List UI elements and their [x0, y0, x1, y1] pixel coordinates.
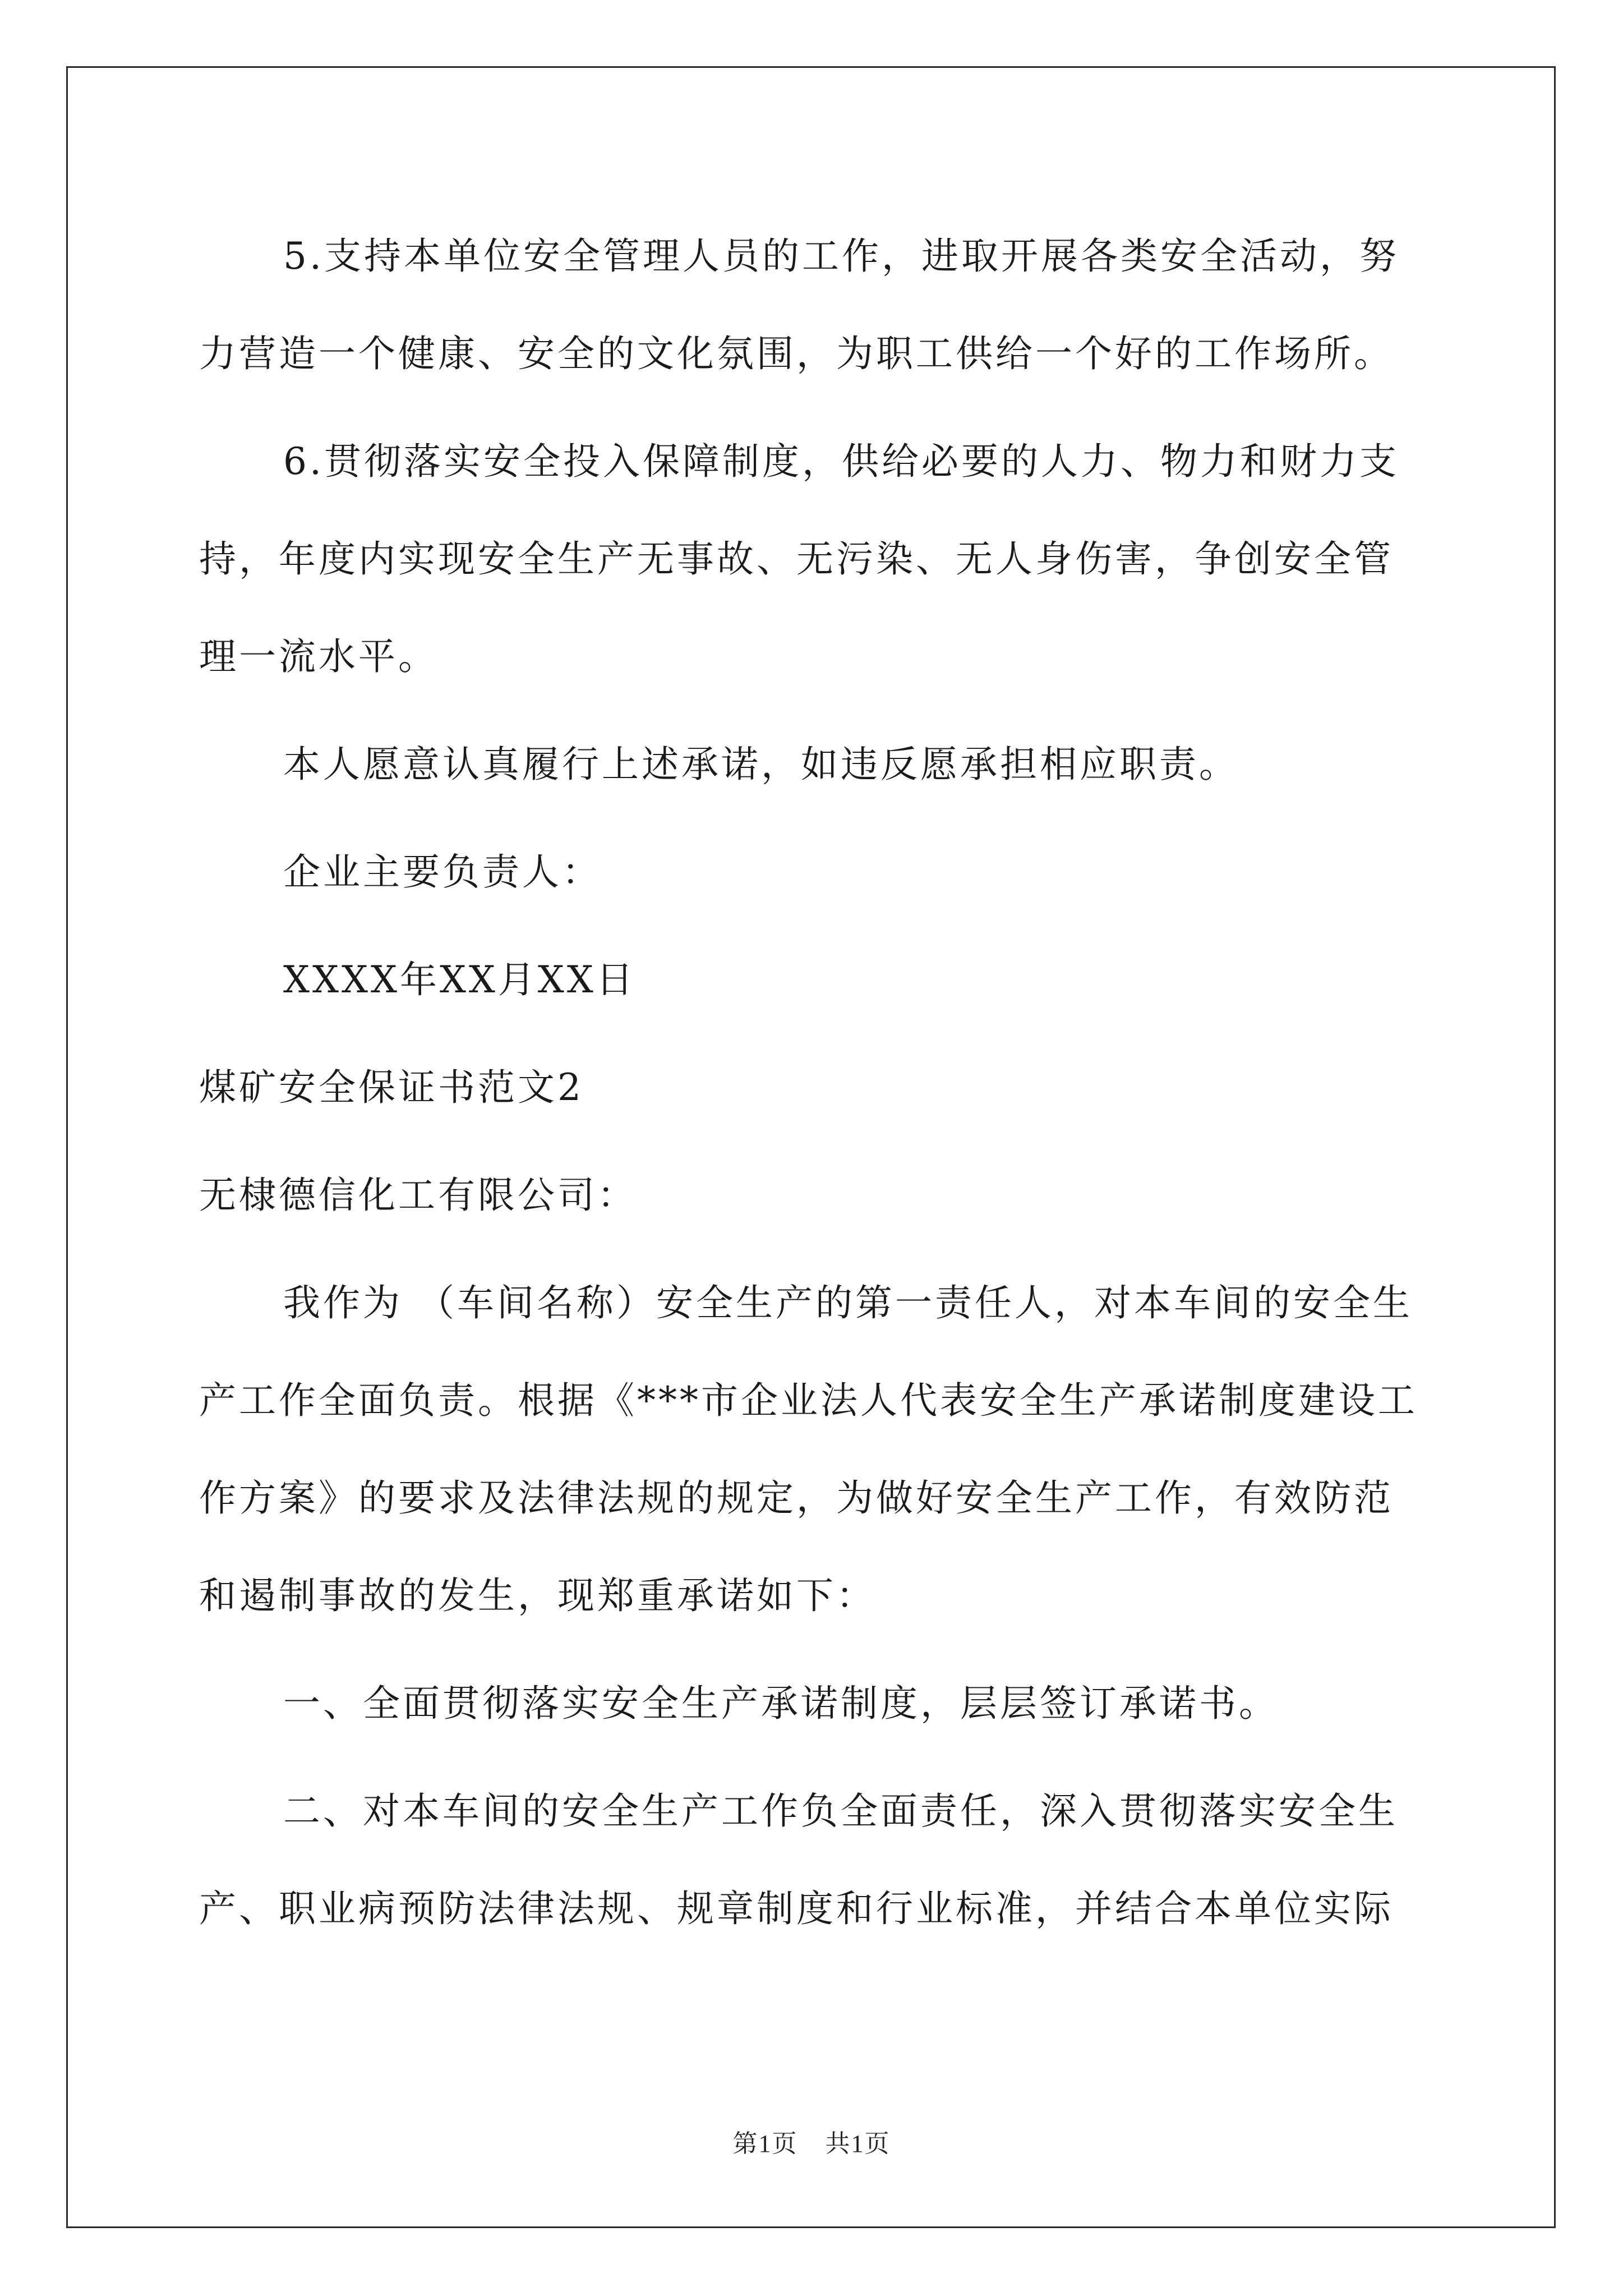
paragraph-item-5: 5.支持本单位安全管理人员的工作，进取开展各类安全活动，努力营造一个健康、安全的文化氛围，为职工供给一个好的工作场所。	[199, 234, 1399, 375]
commitment-statement: 本人愿意认真履行上述承诺，如违反愿承担相应职责。	[283, 743, 1239, 786]
intro-paragraph: 我作为 （车间名称）安全生产的第一责任人，对本车间的安全生产工作全面负责。根据《***市企业法人代表安全生产承诺制度建设工作方案》的要求及法律法规的规定，为做好安全生产工作，有效防范和遏制事故的发生，现郑重承诺如下：	[199, 1281, 1418, 1617]
page-footer	[0, 2123, 1623, 2159]
page-number-total: 共1页	[825, 2130, 891, 2157]
page-number-current: 第1页	[732, 2130, 798, 2157]
document-body	[199, 208, 1427, 1968]
commitment-item-1: 一、全面贯彻落实安全生产承诺制度，层层签订承诺书。	[283, 1682, 1279, 1725]
paragraph-item-6: 6.贯彻落实安全投入保障制度，供给必要的人力、物力和财力支持，年度内实现安全生产无事故、无污染、无人身伤害，争创安全管理一流水平。	[199, 440, 1399, 678]
signer-label: 企业主要负责人：	[283, 850, 602, 894]
section-title: 煤矿安全保证书范文2	[199, 1066, 584, 1109]
date-line: XXXX年XX月XX日	[283, 958, 636, 1001]
commitment-item-2: 二、对本车间的安全生产工作负全面责任，深入贯彻落实安全生产、职业病预防法律法规、规章制度和行业标准，并结合本单位实际	[199, 1789, 1398, 1930]
addressee: 无棣德信化工有限公司：	[199, 1174, 637, 1217]
